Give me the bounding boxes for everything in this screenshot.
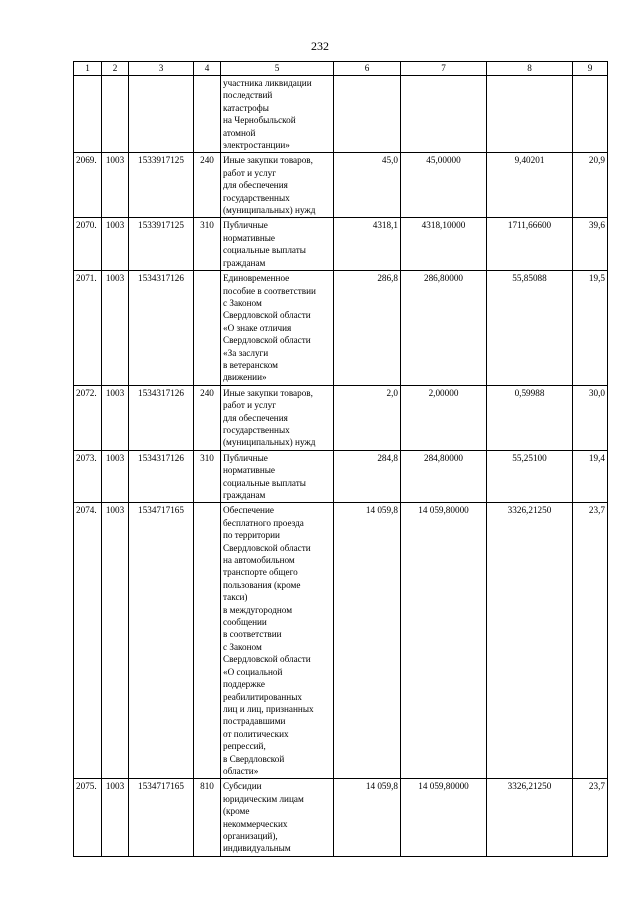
target-code: 1534317126	[129, 271, 194, 386]
description-cell	[221, 271, 334, 386]
expense-type-code	[194, 76, 221, 153]
section-code: 1003	[102, 218, 129, 271]
table-body	[74, 62, 608, 857]
expense-type-code: 240	[194, 153, 221, 218]
planned-amount: 284,80000	[401, 450, 487, 503]
execution-percent: 20,9	[573, 153, 608, 218]
description-cell	[221, 76, 334, 153]
row-number: 2074.	[74, 503, 102, 779]
page-number: 232	[311, 39, 329, 53]
expense-type-code	[194, 503, 221, 779]
row-number: 2075.	[74, 779, 102, 856]
row-number: 2073.	[74, 450, 102, 503]
expense-type-code: 240	[194, 385, 221, 450]
table-row	[74, 153, 608, 218]
table-row	[74, 503, 608, 779]
approved-amount: 2,0	[334, 385, 401, 450]
table-row	[74, 385, 608, 450]
row-number: 2072.	[74, 385, 102, 450]
execution-percent: 19,4	[573, 450, 608, 503]
target-code: 1534317126	[129, 385, 194, 450]
planned-amount: 4318,10000	[401, 218, 487, 271]
executed-amount: 9,40201	[487, 153, 573, 218]
description-cell	[221, 218, 334, 271]
approved-amount: 45,0	[334, 153, 401, 218]
target-code: 1534317126	[129, 450, 194, 503]
approved-amount: 4318,1	[334, 218, 401, 271]
section-code	[102, 76, 129, 153]
planned-amount: 14 059,80000	[401, 779, 487, 856]
row-number: 2071.	[74, 271, 102, 386]
approved-amount	[334, 76, 401, 153]
table-row	[74, 779, 608, 856]
executed-amount: 55,25100	[487, 450, 573, 503]
target-code: 1533917125	[129, 218, 194, 271]
planned-amount: 14 059,80000	[401, 503, 487, 779]
execution-percent: 23,7	[573, 779, 608, 856]
description-cell	[221, 779, 334, 856]
table-row	[74, 450, 608, 503]
header-cell: 5	[221, 62, 334, 76]
description-text: Иные закупки товаров, работ и услуг для обеспечения государственных (муниципальных) нужд	[223, 387, 316, 448]
description-cell	[221, 153, 334, 218]
header-cell: 7	[401, 62, 487, 76]
planned-amount	[401, 76, 487, 153]
approved-amount: 284,8	[334, 450, 401, 503]
row-number	[74, 76, 102, 153]
row-number: 2070.	[74, 218, 102, 271]
header-cell: 8	[487, 62, 573, 76]
planned-amount: 45,00000	[401, 153, 487, 218]
target-code: 1533917125	[129, 153, 194, 218]
table-row	[74, 271, 608, 386]
executed-amount: 55,85088	[487, 271, 573, 386]
row-number: 2069.	[74, 153, 102, 218]
section-code: 1003	[102, 385, 129, 450]
section-code: 1003	[102, 779, 129, 856]
execution-percent: 23,7	[573, 503, 608, 779]
header-cell: 2	[102, 62, 129, 76]
description-text: Иные закупки товаров, работ и услуг для обеспечения государственных (муниципальных) нужд	[223, 155, 316, 216]
target-code: 1534717165	[129, 503, 194, 779]
approved-amount: 14 059,8	[334, 779, 401, 856]
description-text: Обеспечение бесплатного проезда по территории Свердловской области на автомобильном транспорте общего пользования (кроме такси) в междугородном сообщении в соответствии с Законом Свердловской области «О социальной поддержке реабилитированных лиц и лиц, признанных пострадавшими от политических репрессий, в Свердловской области»	[223, 505, 314, 776]
approved-amount: 286,8	[334, 271, 401, 386]
description-cell	[221, 503, 334, 779]
executed-amount: 3326,21250	[487, 503, 573, 779]
description-text: Субсидии юридическим лицам (кроме некоммерческих организаций), индивидуальным	[223, 781, 304, 854]
executed-amount: 1711,66600	[487, 218, 573, 271]
approved-amount: 14 059,8	[334, 503, 401, 779]
execution-percent: 39,6	[573, 218, 608, 271]
executed-amount	[487, 76, 573, 153]
target-code	[129, 76, 194, 153]
description-text: Единовременное пособие в соответствии с Законом Свердловской области «О знаке отличия Свердловской области «За заслуги в ветеранском движении»	[223, 273, 316, 383]
section-code: 1003	[102, 450, 129, 503]
table-row	[74, 76, 608, 153]
table-row	[74, 218, 608, 271]
expense-type-code: 810	[194, 779, 221, 856]
execution-percent: 30,0	[573, 385, 608, 450]
target-code: 1534717165	[129, 779, 194, 856]
column-number-row	[74, 62, 608, 76]
executed-amount: 3326,21250	[487, 779, 573, 856]
executed-amount: 0,59988	[487, 385, 573, 450]
header-cell: 1	[74, 62, 102, 76]
header-cell: 9	[573, 62, 608, 76]
planned-amount: 2,00000	[401, 385, 487, 450]
description-text: Публичные нормативные социальные выплаты гражданам	[223, 220, 306, 268]
section-code: 1003	[102, 153, 129, 218]
planned-amount: 286,80000	[401, 271, 487, 386]
description-text: участника ликвидации последствий катастрофы на Чернобыльской атомной электростанции»	[223, 78, 312, 151]
header-cell: 3	[129, 62, 194, 76]
description-text: Публичные нормативные социальные выплаты гражданам	[223, 452, 306, 500]
expense-type-code: 310	[194, 450, 221, 503]
header-cell: 4	[194, 62, 221, 76]
section-code: 1003	[102, 271, 129, 386]
section-code: 1003	[102, 503, 129, 779]
execution-percent	[573, 76, 608, 153]
execution-percent: 19,5	[573, 271, 608, 386]
expense-type-code: 310	[194, 218, 221, 271]
budget-table	[73, 61, 608, 857]
header-cell: 6	[334, 62, 401, 76]
expense-type-code	[194, 271, 221, 386]
description-cell	[221, 450, 334, 503]
description-cell	[221, 385, 334, 450]
